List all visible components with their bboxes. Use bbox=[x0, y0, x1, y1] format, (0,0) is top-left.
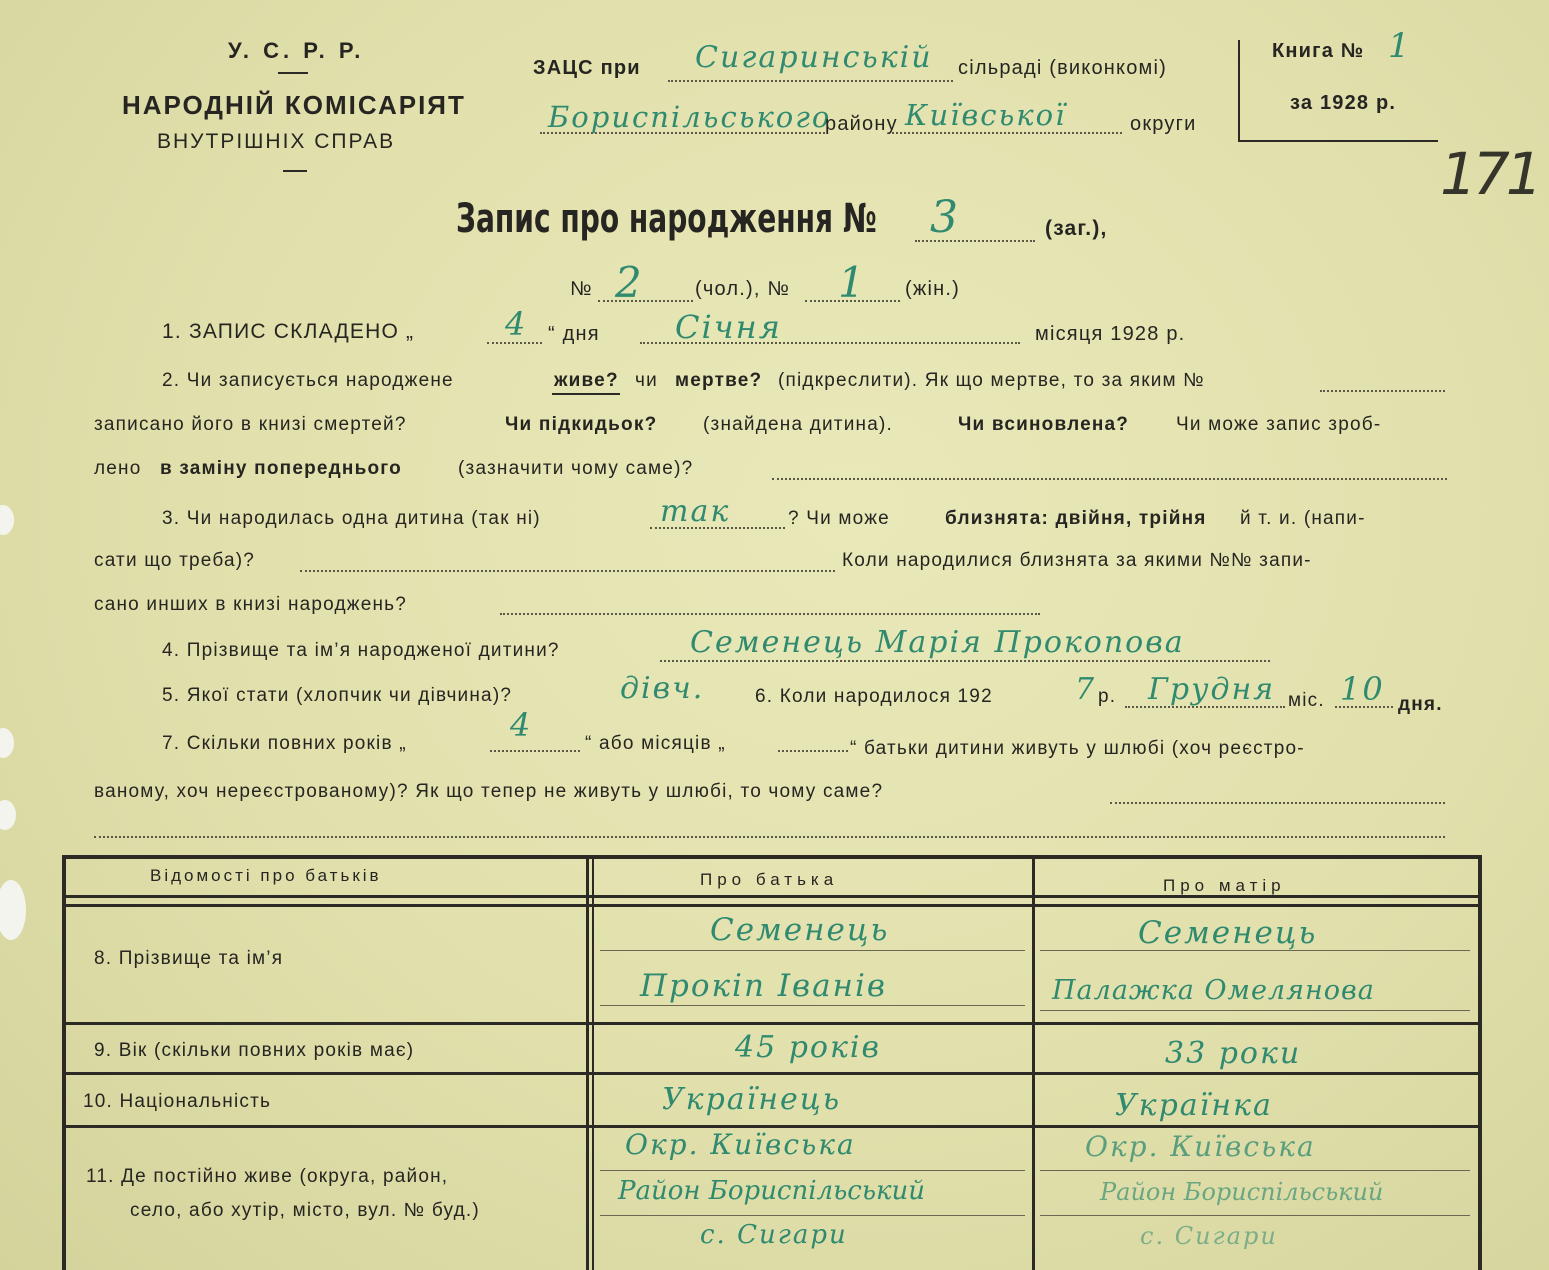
female-label: (жін.) bbox=[905, 278, 960, 300]
q2-line3b: (зазначити чому саме)? bbox=[458, 458, 694, 479]
q2-alive: живе? bbox=[554, 370, 619, 391]
header-divider bbox=[278, 72, 308, 74]
q2-line1c: (підкреслити). Як що мертве, то за яким № bbox=[778, 370, 1205, 391]
book-year: за 1928 р. bbox=[1290, 92, 1397, 114]
punch-hole bbox=[0, 800, 16, 830]
q3-twins-underline bbox=[300, 570, 835, 572]
row11-label: 11. Де постійно живе (округа, район, bbox=[86, 1166, 449, 1187]
q6-label: 6. Коли народилося 192 bbox=[755, 686, 993, 707]
punch-hole bbox=[0, 728, 14, 758]
header-republic: У. С. Р. Р. bbox=[228, 38, 365, 63]
q1-month-label: місяця 1928 р. bbox=[1035, 323, 1186, 345]
village-value: Сигаринській bbox=[695, 40, 933, 75]
book-box-left bbox=[1238, 40, 1240, 142]
record-title-suffix: (заг.), bbox=[1045, 217, 1108, 240]
q3-answer: так bbox=[660, 494, 731, 529]
table-right-border bbox=[1478, 855, 1482, 1270]
q2-adopted: Чи всиновлена? bbox=[958, 414, 1130, 435]
row9-label: 9. Вік (скільки повних років має) bbox=[94, 1040, 415, 1061]
male-label: (чол.), № bbox=[695, 278, 791, 300]
table-header-father: Про батька bbox=[700, 870, 839, 889]
q1-month: Січня bbox=[675, 308, 782, 346]
q2-foundling: Чи підкидьок? bbox=[505, 414, 658, 435]
q3-line3a: сано инших в книзі народжень? bbox=[94, 594, 408, 615]
q2-line2c: Чи може запис зроб- bbox=[1176, 414, 1382, 435]
book-number: 1 bbox=[1388, 26, 1412, 66]
male-no-label: № bbox=[570, 278, 593, 300]
table-header-border-2 bbox=[62, 904, 1482, 907]
row8-mother-name: Палажка Омелянова bbox=[1052, 975, 1375, 1006]
row11-mother-okrug: Окр. Київська bbox=[1085, 1130, 1316, 1163]
q7-years: 4 bbox=[510, 706, 533, 744]
q7-extra-underline bbox=[94, 836, 1445, 838]
q3-line2a: сати що треба)? bbox=[94, 550, 256, 571]
table-col-divider-1 bbox=[586, 855, 589, 1270]
q3-line2b: Коли народилися близнята за якими №№ запи- bbox=[842, 550, 1312, 571]
row8-label: 8. Прізвище та ім’я bbox=[94, 948, 284, 969]
male-number: 2 bbox=[615, 258, 644, 307]
address-line bbox=[600, 1215, 1025, 1216]
q7-reason-underline bbox=[1110, 802, 1445, 804]
q6-month: Грудня bbox=[1148, 672, 1276, 707]
q7-line2: ваному, хоч нереєстрованому)? Як що тепер не живуть у шлюбі, то чому саме? bbox=[94, 781, 884, 802]
q6-day: 10 bbox=[1340, 670, 1385, 708]
address-line bbox=[600, 1170, 1025, 1171]
table-row-border bbox=[62, 1022, 1482, 1025]
okrug-value: Київської bbox=[905, 98, 1067, 132]
q6-month-label: міс. bbox=[1288, 690, 1325, 711]
q2-alive-underline bbox=[552, 393, 620, 395]
q2-line2a: записано його в книзі смертей? bbox=[94, 414, 407, 435]
header-department: ВНУТРІШНІХ СПРАВ bbox=[157, 130, 396, 153]
district-label: району bbox=[825, 113, 898, 135]
row10-label: 10. Національність bbox=[83, 1091, 272, 1112]
record-number: 3 bbox=[930, 192, 960, 243]
q2-dead: мертве? bbox=[675, 370, 763, 391]
okrug-label: округи bbox=[1130, 113, 1197, 135]
row11-father-okrug: Окр. Київська bbox=[625, 1128, 856, 1161]
address-line bbox=[1040, 1215, 1470, 1216]
female-number: 1 bbox=[838, 258, 867, 307]
q3-line1a: 3. Чи народилась одна дитина (так ні) bbox=[162, 508, 541, 529]
q7-label-c: “ батьки дитини живуть у шлюбі (хоч реєстро- bbox=[850, 738, 1305, 759]
book-box-bottom bbox=[1238, 140, 1438, 142]
district-value: Бориспільського bbox=[548, 100, 832, 134]
q2-line1b: чи bbox=[635, 370, 658, 391]
row9-father-age: 45 років bbox=[735, 1030, 881, 1065]
row8-father-name: Прокіп Іванів bbox=[640, 968, 887, 1004]
q6-year-digit: 7 bbox=[1075, 672, 1097, 707]
margin-note: 171 bbox=[1440, 140, 1539, 208]
record-title: Запис про народження № bbox=[456, 196, 877, 242]
q7-years-underline bbox=[490, 750, 580, 752]
village-underline bbox=[668, 80, 953, 82]
punch-hole bbox=[0, 505, 14, 535]
book-label: Книга № bbox=[1272, 40, 1365, 62]
table-header-parents: Відомості про батьків bbox=[150, 866, 382, 885]
q1-day-label: “ дня bbox=[548, 323, 600, 345]
q3-line1b: ? Чи може bbox=[788, 508, 890, 529]
q4-label: 4. Прізвище та ім’я народженої дитини? bbox=[162, 640, 560, 661]
address-line bbox=[1040, 1170, 1470, 1171]
male-number-underline bbox=[598, 300, 693, 302]
q2-line2b: (знайдена дитина). bbox=[703, 414, 893, 435]
q6-year-suffix: р. bbox=[1098, 686, 1117, 707]
punch-hole bbox=[0, 880, 26, 940]
row8-father-surname: Семенець bbox=[710, 912, 890, 948]
q7-months-underline bbox=[778, 750, 848, 752]
mother-name-line bbox=[1040, 1010, 1470, 1011]
q3-twins-numbers-underline bbox=[500, 613, 1040, 615]
q4-answer: Семенець Марія Прокопова bbox=[690, 625, 1185, 660]
zags-label: ЗАЦС при bbox=[533, 57, 641, 79]
table-left-border bbox=[62, 855, 66, 1270]
row11-father-village: с. Сигари bbox=[700, 1220, 848, 1250]
q1-day: 4 bbox=[505, 305, 528, 343]
q1-label: 1. ЗАПИС СКЛАДЕНО „ bbox=[162, 320, 415, 343]
q2-death-no-underline bbox=[1320, 390, 1445, 392]
row11-mother-village: с. Сигари bbox=[1140, 1222, 1278, 1250]
table-header-mother: Про матір bbox=[1163, 876, 1286, 895]
q6-day-label: дня. bbox=[1398, 694, 1443, 715]
q3-twins: близнята: двійня, трійня bbox=[945, 508, 1207, 529]
row11-father-district: Район Бориспільський bbox=[618, 1176, 925, 1206]
q5-label: 5. Якої стати (хлопчик чи дівчина)? bbox=[162, 685, 513, 706]
q2-replacement: в заміну попереднього bbox=[160, 458, 402, 479]
row11-label-2: село, або хутір, місто, вул. № буд.) bbox=[130, 1200, 480, 1221]
row8-mother-surname: Семенець bbox=[1138, 915, 1318, 951]
q7-label-b: “ або місяців „ bbox=[585, 733, 726, 754]
q3-line1c: й т. и. (напи- bbox=[1240, 508, 1366, 529]
q4-underline bbox=[660, 660, 1270, 662]
row10-father-nationality: Українець bbox=[662, 1082, 842, 1117]
table-top-border bbox=[62, 855, 1482, 859]
q7-label-a: 7. Скільки повних років „ bbox=[162, 733, 407, 754]
council-label: сільраді (виконкомі) bbox=[958, 57, 1167, 79]
table-row-border bbox=[62, 1072, 1482, 1075]
father-name-line bbox=[600, 950, 1025, 951]
father-name-line bbox=[600, 1005, 1025, 1006]
table-col-divider-2 bbox=[1032, 855, 1035, 1270]
q2-line3a: лено bbox=[94, 458, 142, 479]
okrug-underline bbox=[892, 132, 1122, 134]
header-divider bbox=[283, 170, 307, 172]
q2-line1a: 2. Чи записується народжене bbox=[162, 370, 454, 391]
header-commissariat: НАРОДНІЙ КОМІСАРІЯТ bbox=[122, 90, 466, 120]
q2-reason-underline bbox=[772, 478, 1447, 480]
q5-answer: дівч. bbox=[620, 671, 705, 706]
table-col-divider-1b bbox=[592, 855, 594, 1270]
row11-mother-district: Район Бориспільський bbox=[1100, 1178, 1384, 1206]
row10-mother-nationality: Українка bbox=[1115, 1088, 1273, 1123]
row9-mother-age: 33 роки bbox=[1165, 1036, 1302, 1071]
